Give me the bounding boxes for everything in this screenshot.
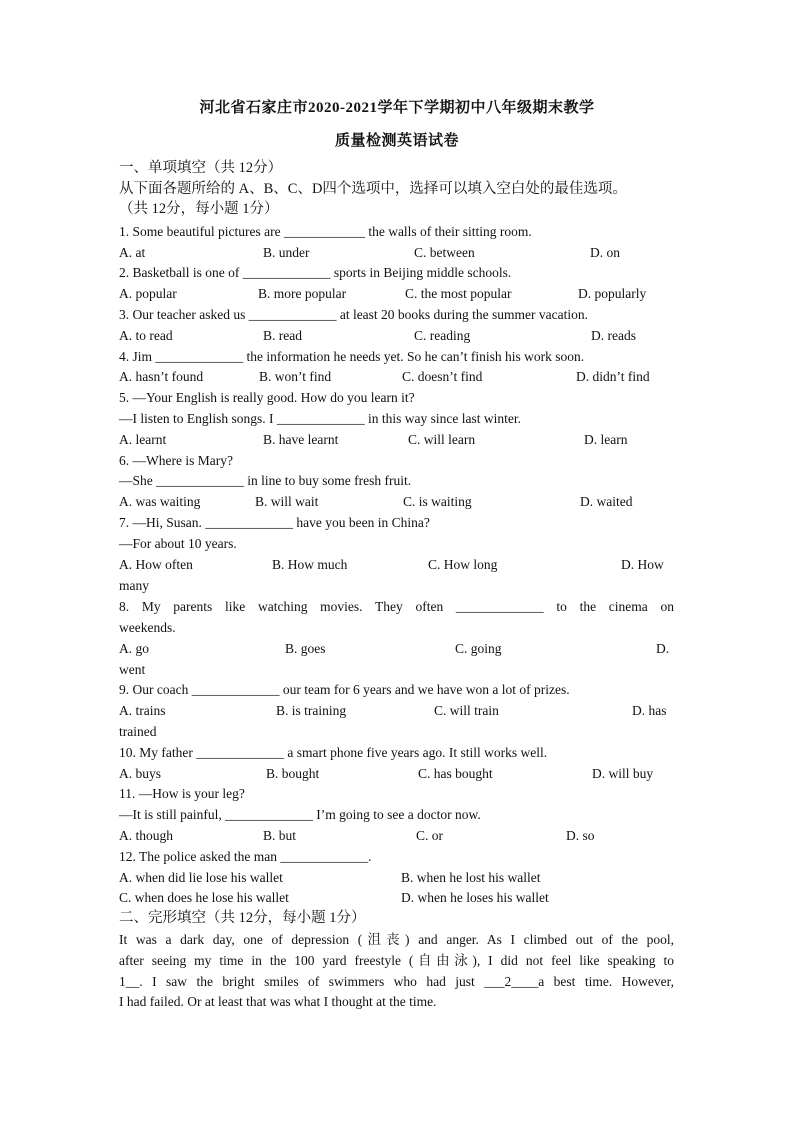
question-5-stem: 5. —Your English is really good. How do you learn it? [119, 390, 415, 405]
q5-option-b: B. have learnt [263, 432, 339, 447]
q10-option-b: B. bought [266, 766, 320, 781]
q1-option-d: D. on [590, 245, 620, 260]
q6-option-d: D. waited [580, 494, 633, 509]
q7-option-b: B. How much [272, 557, 348, 572]
q1-option-a: A. at [119, 245, 146, 260]
q6-option-b: B. will wait [255, 494, 319, 509]
question-12-stem: 12. The police asked the man _____________. [119, 849, 372, 864]
q7-option-a: A. How often [119, 557, 193, 572]
q10-option-c: C. has bought [418, 766, 493, 781]
q3-option-a: A. to read [119, 328, 173, 343]
q8-option-a: A. go [119, 641, 149, 656]
section1-heading: 一、单项填空（共 12分） [119, 160, 283, 176]
q9-option-d-wrap: trained [119, 724, 157, 739]
q1-option-c: C. between [414, 245, 475, 260]
q8-option-b: B. goes [285, 641, 326, 656]
q7-option-c: C. How long [428, 557, 498, 572]
q5-option-a: A. learnt [119, 432, 167, 447]
question-2-stem: 2. Basketball is one of _____________ sports in Beijing middle schools. [119, 265, 512, 280]
q11-option-b: B. but [263, 828, 297, 843]
q2-option-d: D. popularly [578, 286, 647, 301]
q7-option-d: D. How [621, 557, 664, 572]
q10-option-a: A. buys [119, 766, 162, 781]
q9-option-a: A. trains [119, 703, 166, 718]
q11-option-d: D. so [566, 828, 595, 843]
exam-title-line1: 河北省石家庄市2020-2021学年下学期初中八年级期末教学 [199, 100, 595, 116]
cloze-passage-line-2: after seeing my time in the 100 yard freestyle (自由泳), I did not feel like speaking to [119, 953, 674, 968]
question-6-stem-reply: —She _____________ in line to buy some fresh fruit. [119, 473, 412, 488]
q2-option-c: C. the most popular [405, 286, 512, 301]
question-8-stem: 8. My parents like watching movies. They often _____________ to the cinema on [119, 599, 674, 614]
section1-instruction: 从下面各题所给的 A、B、C、D四个选项中，选择可以填入空白处的最佳选项。 [119, 181, 627, 197]
q2-option-b: B. more popular [258, 286, 347, 301]
cloze-passage-line-4: I had failed. Or at least that was what I thought at the time. [119, 994, 437, 1009]
question-8-stem-wrap: weekends. [119, 620, 176, 635]
cloze-passage-line-1: It was a dark day, one of depression (沮丧) and anger. As I climbed out of the pool, [119, 932, 674, 947]
exam-title-line2: 质量检测英语试卷 [334, 133, 459, 149]
question-9-stem: 9. Our coach _____________ our team for 6 years and we have won a lot of prizes. [119, 682, 570, 697]
q8-option-d: D. [656, 641, 670, 656]
q5-option-c: C. will learn [408, 432, 476, 447]
section2-heading: 二、完形填空（共 12分，每小题 1分） [119, 910, 366, 926]
cloze-passage-line-3: 1__. I saw the bright smiles of swimmers who had just ___2____a best time. However, [119, 974, 674, 989]
section1-instruction-score: （共 12分，每小题 1分） [119, 201, 279, 217]
question-11-stem: 11. —How is your leg? [119, 786, 245, 801]
question-11-stem-reply: —It is still painful, _____________ I’m going to see a doctor now. [119, 807, 481, 822]
question-4-stem: 4. Jim _____________ the information he needs yet. So he can’t finish his work soon. [119, 349, 585, 364]
q12-option-c: C. when does he lose his wallet [119, 890, 289, 905]
q4-option-c: C. doesn’t find [402, 369, 483, 384]
question-6-stem: 6. —Where is Mary? [119, 453, 233, 468]
q7-option-d-wrap: many [119, 578, 149, 593]
q9-option-b: B. is training [276, 703, 347, 718]
question-5-stem-reply: —I listen to English songs. I _____________ in this way since last winter. [119, 411, 521, 426]
q6-option-c: C. is waiting [403, 494, 472, 509]
q4-option-a: A. hasn’t found [119, 369, 204, 384]
q3-option-c: C. reading [414, 328, 471, 343]
q9-option-d: D. has [632, 703, 667, 718]
q6-option-a: A. was waiting [119, 494, 201, 509]
q3-option-b: B. read [263, 328, 302, 343]
q10-option-d: D. will buy [592, 766, 654, 781]
q11-option-c: C. or [416, 828, 443, 843]
q8-option-c: C. going [455, 641, 502, 656]
question-1-stem: 1. Some beautiful pictures are ____________ the walls of their sitting room. [119, 224, 532, 239]
q4-option-d: D. didn’t find [576, 369, 650, 384]
q11-option-a: A. though [119, 828, 173, 843]
question-7-stem-reply: —For about 10 years. [119, 536, 237, 551]
q4-option-b: B. won’t find [259, 369, 332, 384]
q5-option-d: D. learn [584, 432, 628, 447]
question-7-stem: 7. —Hi, Susan. _____________ have you been in China? [119, 515, 430, 530]
question-10-stem: 10. My father _____________ a smart phone five years ago. It still works well. [119, 745, 548, 760]
q3-option-d: D. reads [591, 328, 636, 343]
q12-option-d: D. when he loses his wallet [401, 890, 549, 905]
q12-option-b: B. when he lost his wallet [401, 870, 541, 885]
q1-option-b: B. under [263, 245, 310, 260]
q12-option-a: A. when did lie lose his wallet [119, 870, 283, 885]
q9-option-c: C. will train [434, 703, 499, 718]
q8-option-d-wrap: went [119, 662, 146, 677]
question-3-stem: 3. Our teacher asked us _____________ at least 20 books during the summer vacation. [119, 307, 589, 322]
q2-option-a: A. popular [119, 286, 177, 301]
